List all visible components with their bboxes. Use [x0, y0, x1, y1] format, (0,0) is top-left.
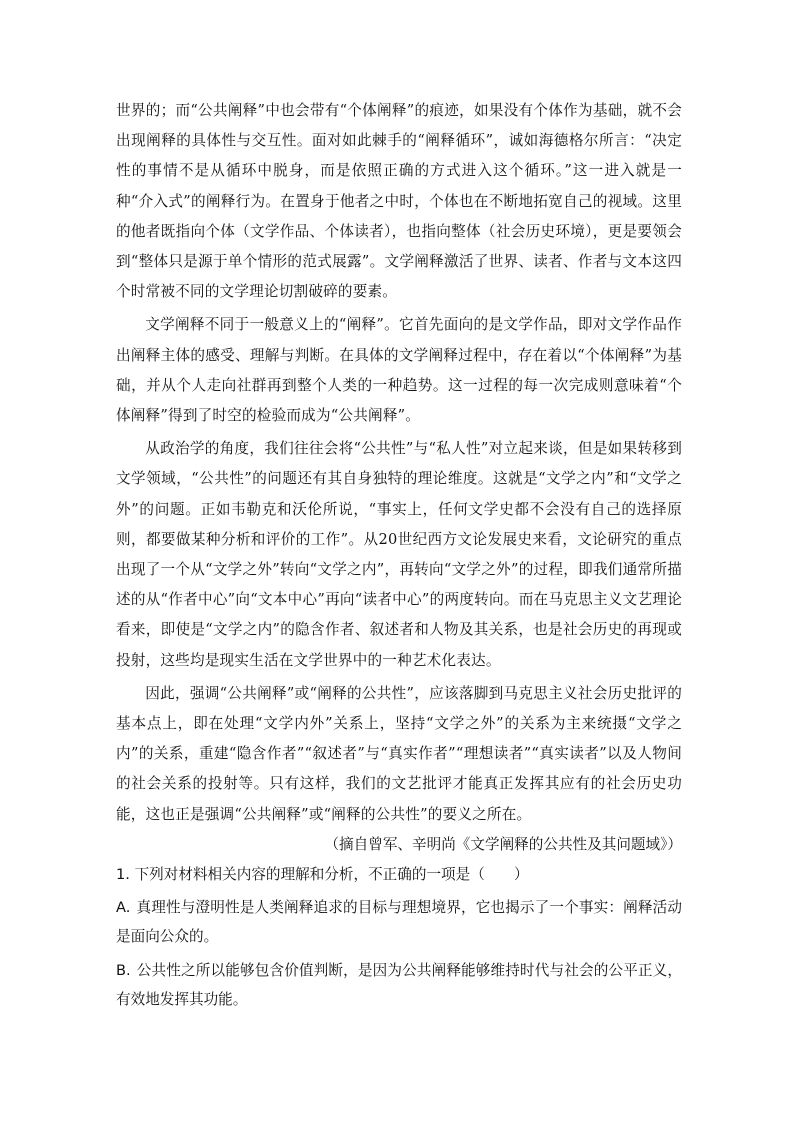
option-a	[116, 893, 682, 952]
option-b	[116, 956, 682, 1015]
question-stem: 1. 下列对材料相关内容的理解和分析，不正确的一项是（ ）	[116, 865, 529, 883]
option-a-letter: A.	[116, 898, 131, 916]
option-b-letter: B.	[116, 961, 131, 979]
passage-source: （摘自曾军、辛明尚《文学阐释的公共性及其问题域》）	[324, 835, 682, 853]
passage-paragraph-3: 从政治学的角度，我们往往会将“公共性”与“私人性”对立起来谈，但是如果转移到文学领域，“公共性”的问题还有其自身独特的理论维度。这就是“文学之内”和“文学之外”的问题。正如韦勒克和沃伦所说，“事实上，任何文学史都不会没有自己的选择原则，都要做某种分析和评价的工作”。从20世纪西方文论发展史来看，文论研究的重点出现了一个从“文学之外”转向“文学之内”，再转向“文学之外”的过程，即我们通常所描述的从“作者中心”向“文本中心”再向“读者中心”的两度转向。而在马克思主义文艺理论看来，即使是“文学之内”的隐含作者、叙述者和人物及其关系，也是社会历史的再现或投射，这些均是现实生活在文学世界中的一种艺术化表达。	[116, 440, 682, 669]
option-b-text: 公共性之所以能够包含价值判断，是因为公共阐释能够维持时代与社会的公平正义，有效地发挥其功能。	[116, 961, 682, 1009]
passage-paragraph-2: 文学阐释不同于一般意义上的“阐释”。它首先面向的是文学作品，即对文学作品作出阐释主体的感受、理解与判断。在具体的文学阐释过程中，存在着以“个体阐释”为基础，并从个人走向社群再到整个人类的一种趋势。这一过程的每一次完成则意味着“个体阐释”得到了时空的检验而成为“公共阐释”。	[116, 316, 682, 425]
option-a-text: 真理性与澄明性是人类阐释追求的目标与理想境界，它也揭示了一个事实：阐释活动是面向公众的。	[116, 898, 682, 946]
passage-paragraph-4: 因此，强调“公共阐释”或“阐释的公共性”，应该落脚到马克思主义社会历史批评的基本点上，即在处理“文学内外”关系上，坚持“文学之外”的关系为主来统摄“文学之内”的关系，重建“隐含作者”“叙述者”与“真实作者”“理想读者”“真实读者”以及人物间的社会关系的投射等。只有这样，我们的文艺批评才能真正发挥其应有的社会历史功能，这也正是强调“公共阐释”或“阐释的公共性”的要义之所在。	[116, 684, 682, 823]
passage-paragraph-1: 世界的；而“公共阐释”中也会带有“个体阐释”的痕迹，如果没有个体作为基础，就不会出现阐释的具体性与交互性。面对如此棘手的“阐释循环”，诚如海德格尔所言：“决定性的事情不是从循环中脱身，而是依照正确的方式进入这个循环。”这一进入就是一种“介入式”的阐释行为。在置身于他者之中时，个体也在不断地拓宽自己的视域。这里的他者既指向个体（文学作品、个体读者），也指向整体（社会历史环境），更是要领会到“整体只是源于单个情形的范式展露”。文学阐释激活了世界、读者、作者与文本这四个时常被不同的文学理论切割破碎的要素。	[116, 102, 682, 301]
